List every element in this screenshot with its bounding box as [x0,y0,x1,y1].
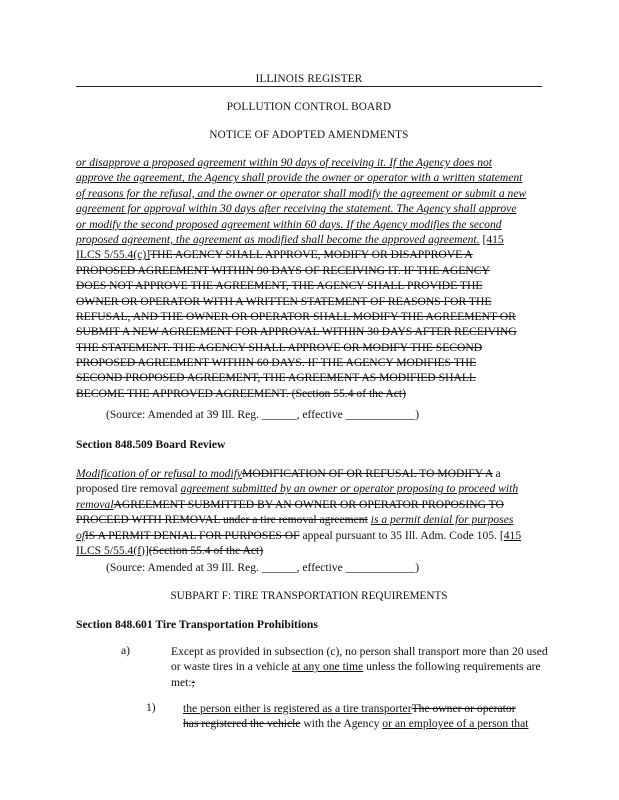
inserted-text: at any one time [292,660,364,674]
text-line [171,659,551,674]
text-line [183,701,551,716]
text-run: with the Agency [300,717,383,731]
text-line [76,247,542,262]
inserted-text: removal [76,497,114,511]
text-line [171,644,551,659]
board-header: POLLUTION CONTROL BOARD [226,101,392,113]
deleted-text: THE STATEMENT. THE AGENCY SHALL APPROVE OR MODIFY THE SECOND [76,340,483,354]
text-line [183,716,551,731]
inserted-text: proposed agreement, the agreement as modified shall become the approved agreement. [76,232,480,246]
text-line [76,528,542,543]
item-a-label: a) [121,644,131,657]
inserted-text: or an employee of a person that [382,717,529,731]
text-line [76,155,542,170]
text-line [76,370,542,385]
text-run: Except as provided in subsection (c), no person shall transport more than 20 used [171,645,548,658]
text-line [76,543,542,558]
inserted-text: the person either is registered as a tire transporter [183,702,412,715]
section-509-body [76,466,542,558]
inserted-text: of [76,528,86,542]
text-run: a [492,467,501,480]
inserted-text: or disapprove a proposed agreement within 90 days of receiving it. If the Agency does not [76,156,493,169]
text-line [76,263,542,278]
source-note-2: (Source: Amended at 39 Ill. Reg. ______, effective ____________) [106,561,420,574]
deleted-text: The owner or operator [411,702,516,715]
inserted-text: agreement submitted by an owner or operator proposing to proceed with [180,482,519,496]
notice-header: NOTICE OF ADOPTED AMENDMENTS [209,129,409,141]
deleted-text: OWNER OR OPERATOR WITH A WRITTEN STATEMENT OF REASONS FOR THE [76,294,492,308]
inserted-text: ILCS 5/55.4(f)] [76,543,149,557]
text-run: or waste tires in a vehicle [171,660,293,674]
deleted-text: (Section 55.4 of the Act) [148,543,264,557]
text-run: met: [171,675,192,689]
inserted-text: is a permit denial for purposes [370,513,514,527]
deleted-text: MODIFICATION OF OR REFUSAL TO MODIFY A [242,467,493,480]
text-line [76,481,542,496]
deleted-text: SECOND PROPOSED AGREEMENT, THE AGREEMENT AS MODIFIED SHALL [76,371,477,385]
inserted-text: or modify the second proposed agreement within 60 days. If the Agency modifies the second [76,217,502,231]
item-1-text [183,701,551,732]
paragraph-continued [76,155,542,401]
inserted-text: Modification of or refusal to modify [76,467,243,480]
deleted-text: REFUSAL, AND THE OWNER OR OPERATOR SHALL MODIFY THE AGREEMENT OR [76,309,516,323]
deleted-text: THE AGENCY SHALL APPROVE, MODIFY OR DISAPPROVE A [150,248,473,262]
text-line [76,340,542,355]
inserted-text: ILCS 5/55.4(c)] [76,248,151,262]
section-601-heading: Section 848.601 Tire Transportation Prohibitions [76,618,318,631]
text-line [76,324,542,339]
register-header: ILLINOIS REGISTER [76,73,542,87]
text-line [76,201,542,216]
text-line [76,217,542,232]
text-line [76,232,542,247]
text-line [76,497,542,512]
text-line [76,309,542,324]
section-509-heading: Section 848.509 Board Review [76,438,226,451]
item-a-text [171,644,551,690]
text-line [76,294,542,309]
deleted-text: PROCEED WITH REMOVAL under a tire removal agreement [76,513,368,527]
deleted-text: ; [191,675,195,689]
deleted-text: PROPOSED AGREEMENT WITHIN 90 DAYS OF RECEIVING IT. IF THE AGENCY [76,263,490,277]
item-1-label: 1) [146,701,156,714]
subpart-heading: SUBPART F: TIRE TRANSPORTATION REQUIREMENTS [170,590,448,602]
deleted-text: SUBMIT A NEW AGREEMENT FOR APPROVAL WITHIN 30 DAYS AFTER RECEIVING [76,325,517,339]
text-line [76,278,542,293]
inserted-text: of reasons for the refusal, and the owner or operator shall modify the agreement or submit a new [76,186,527,200]
deleted-text: IS A PERMIT DENIAL FOR PURPOSES OF [85,528,300,542]
text-line [76,386,542,401]
inserted-text: agreement for approval within 30 days after receiving the statement. The Agency shall approve [76,202,517,216]
text-run: proposed tire removal [76,482,181,496]
text-line [76,512,542,527]
deleted-text: BECOME THE APPROVED AGREEMENT. (Section 55.4 of the Act) [76,386,406,400]
text-run: appeal pursuant to 35 Ill. Adm. Code 105. [299,528,500,542]
text-line [76,355,542,370]
inserted-text: approve the agreement, the Agency shall provide the owner or operator with a written statement [76,171,523,185]
text-line [76,170,542,185]
inserted-text: [415 [499,528,522,542]
deleted-text: AGREEMENT SUBMITTED BY AN OWNER OR OPERATOR PROPOSING TO [113,497,504,511]
text-line [76,186,542,201]
deleted-text: has registered the vehicle [183,717,301,731]
inserted-text: [415 [482,232,504,246]
deleted-text: DOES NOT APPROVE THE AGREEMENT, THE AGENCY SHALL PROVIDE THE [76,279,483,293]
deleted-text: PROPOSED AGREEMENT WITHIN 60 DAYS. IF THE AGENCY MODIFIES THE [76,356,477,370]
text-run: unless the following requirements are [363,660,541,674]
text-line [76,466,542,481]
source-note-1: (Source: Amended at 39 Ill. Reg. ______, effective ____________) [106,408,420,421]
text-line [171,675,551,690]
